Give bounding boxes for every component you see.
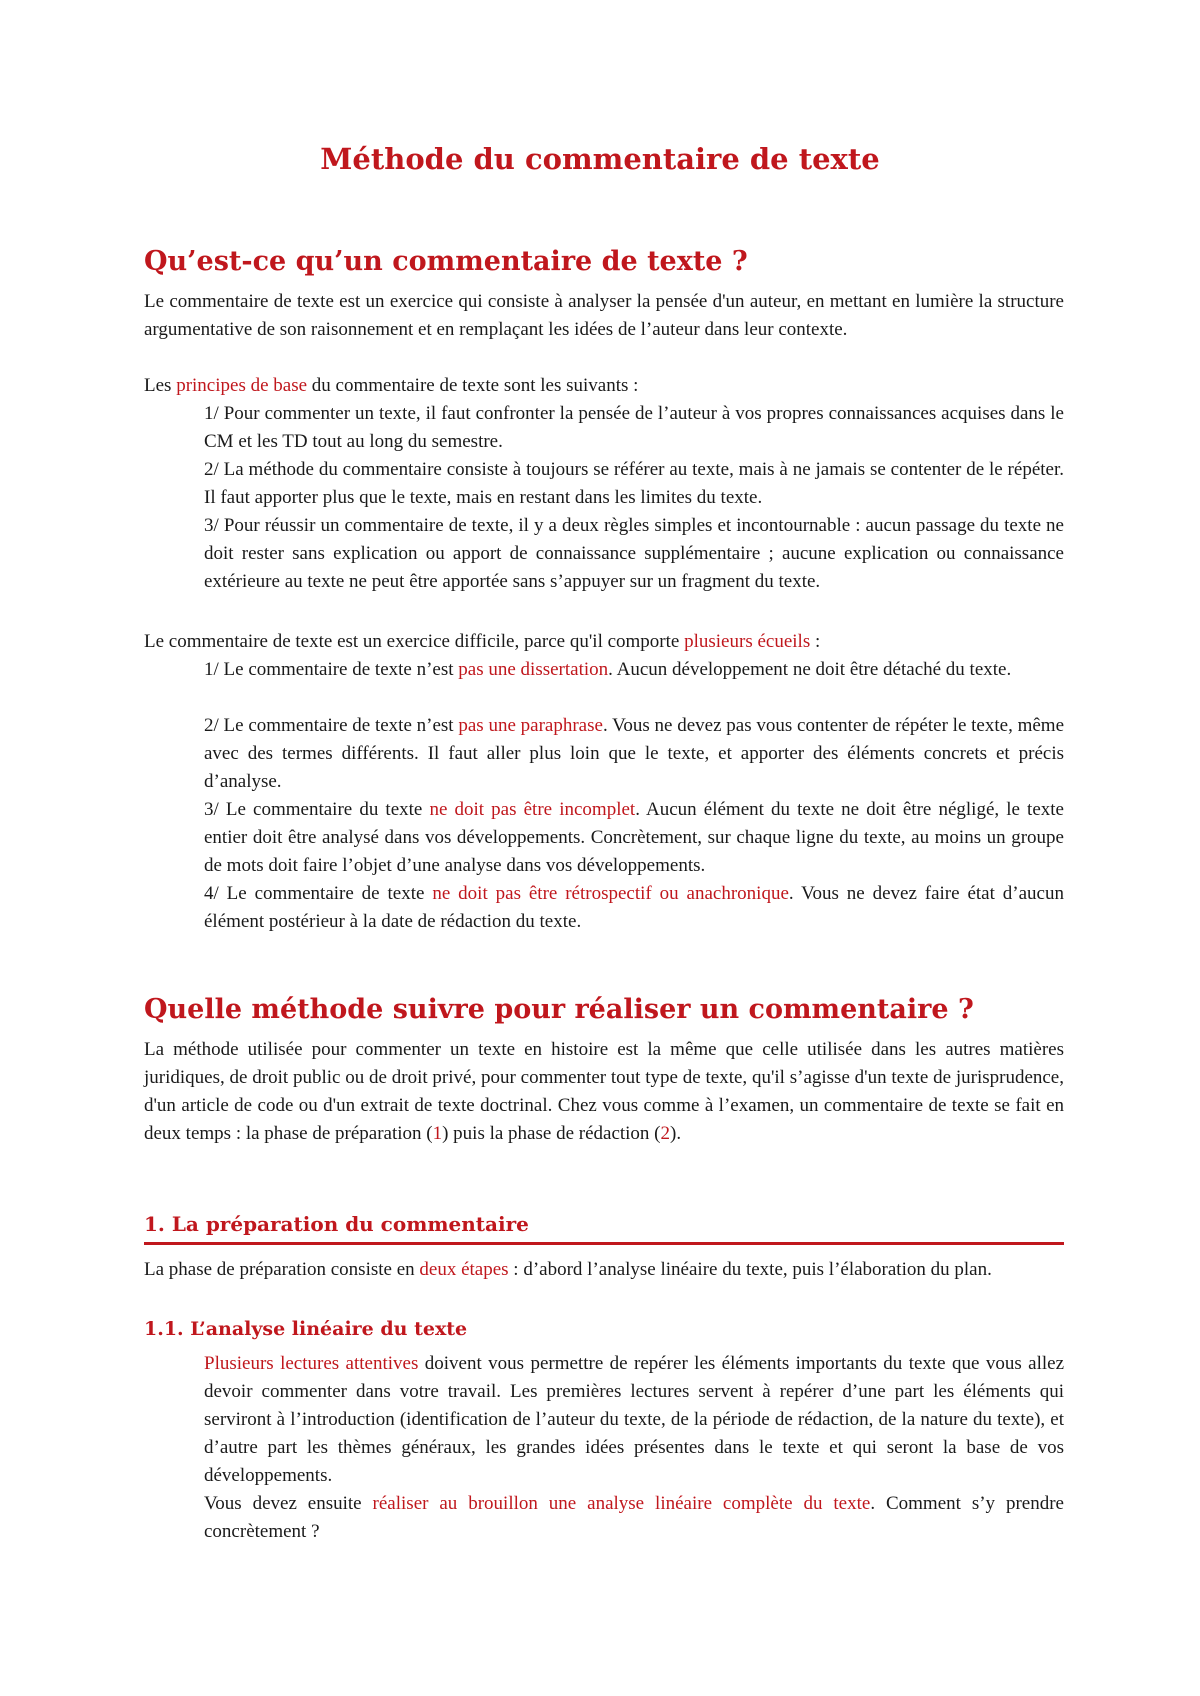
paragraph-principles-lead <box>144 372 1064 400</box>
highlight-plusieurs-ecueils: plusieurs écueils <box>684 631 811 652</box>
text-run: 4/ Le commentaire de texte <box>204 883 433 904</box>
subsection-heading-analyse-lineaire: 1.1. L’analyse linéaire du texte <box>144 1318 468 1340</box>
highlight-plusieurs-lectures: Plusieurs lectures attentives <box>204 1353 419 1374</box>
ref-2: 2 <box>660 1123 671 1144</box>
highlight-pas-une-paraphrase: pas une paraphrase <box>458 715 603 736</box>
paragraph-definition: Le commentaire de texte est un exercice qui consiste à analyser la pensée d'un auteur, en mettant en lumière la structure argumentative de son raisonnement et en remplaçant les idées de l’auteur dans leur contexte. <box>144 291 1064 340</box>
principle-2: 2/ La méthode du commentaire consiste à toujours se référer au texte, mais à ne jamais se contenter de le répéter. Il faut apporter plus que le texte, mais en restant dans les limites du texte. <box>204 459 1064 508</box>
text-run: ) puis la phase de rédaction ( <box>442 1123 661 1144</box>
text-run: Vous devez ensuite <box>204 1493 373 1514</box>
paragraph-brouillon <box>204 1490 1064 1546</box>
text-run: . Vous ne devez faire état d’aucun élément postérieur à la date de rédaction du texte. <box>204 883 1064 932</box>
highlight-pas-une-dissertation: pas une dissertation <box>458 659 609 680</box>
text-run: Les <box>144 375 177 396</box>
section-heading-what-is: Qu’est-ce qu’un commentaire de texte ? <box>144 246 748 277</box>
principle-3: 3/ Pour réussir un commentaire de texte, il y a deux règles simples et incontournable : aucun passage du texte ne doit rester sans explication ou apport de connaissance supplémentaire ; aucune explication ou connaissance extérieure au texte ne peut être apportée sans s’appuyer sur un fragment du texte. <box>204 515 1064 592</box>
text-run: 1/ Le commentaire de texte n’est <box>204 659 459 680</box>
text-run: . Comment s’y prendre concrètement ? <box>204 1493 1064 1542</box>
text-run: : <box>810 631 821 652</box>
paragraph-pitfalls-lead <box>144 628 1064 656</box>
text-run: ). <box>670 1123 682 1144</box>
pitfall-2 <box>204 712 1064 796</box>
text-run: doivent vous permettre de repérer les éléments importants du texte que vous allez devoir commenter dans votre travail. Les premières lectures servent à repérer d’une part les éléments qui serviront à l’introduction (identification de l’auteur du texte, de la période de rédaction, de la nature du texte), et d’autre part les thèmes généraux, les grandes idées présentes dans le texte et qui seront la base de vos développements. <box>204 1353 1065 1486</box>
section-heading-preparation: 1. La préparation du commentaire <box>144 1212 1064 1245</box>
highlight-retrospectif-anachronique: ne doit pas être rétrospectif ou anachronique <box>432 883 789 904</box>
document-title: Méthode du commentaire de texte <box>320 142 880 176</box>
section-heading-method: Quelle méthode suivre pour réaliser un commentaire ? <box>144 994 974 1025</box>
highlight-principes-de-base: principes de base <box>176 375 308 396</box>
text-run: . Vous ne devez pas vous contenter de répéter le texte, même avec des termes différents. Il faut aller plus loin que le texte, et apporter des éléments concrets et précis d’analyse. <box>204 715 1064 792</box>
text-run: . Aucun développement ne doit être détaché du texte. <box>608 659 1012 680</box>
text-run: . Aucun élément du texte ne doit être négligé, le texte entier doit être analysé dans vos développements. Concrètement, sur chaque ligne du texte, au moins un groupe de mots doit faire l’objet d’une analyse dans vos développements. <box>204 799 1064 876</box>
pitfall-3 <box>204 796 1064 880</box>
pitfall-1 <box>204 656 1064 684</box>
highlight-deux-etapes: deux étapes <box>419 1259 509 1280</box>
text-run: Le commentaire de texte est un exercice difficile, parce qu'il comporte <box>144 631 685 652</box>
paragraph-lectures <box>204 1350 1064 1490</box>
highlight-analyse-lineaire-complete: réaliser au brouillon une analyse linéaire complète du texte <box>372 1493 871 1514</box>
text-run: 3/ Le commentaire du texte <box>204 799 430 820</box>
text-run: La phase de préparation consiste en <box>144 1259 420 1280</box>
ref-1: 1 <box>432 1123 443 1144</box>
text-run: : d’abord l’analyse linéaire du texte, puis l’élaboration du plan. <box>508 1259 992 1280</box>
text-run: La méthode utilisée pour commenter un texte en histoire est la même que celle utilisée dans les autres matières juridiques, de droit public ou de droit privé, pour commenter tout type de texte, qu'il s’agisse d'un texte de jurisprudence, d'un article de code ou d'un extrait de texte doctrinal. Chez vous comme à l’examen, un commentaire de texte se fait en deux temps : la phase de préparation ( <box>144 1039 1064 1144</box>
paragraph-method <box>144 1036 1064 1148</box>
pitfall-4 <box>204 880 1064 936</box>
highlight-ne-doit-pas-etre-incomplet: ne doit pas être incomplet <box>429 799 636 820</box>
text-run: du commentaire de texte sont les suivants : <box>307 375 639 396</box>
paragraph-preparation <box>144 1256 1064 1284</box>
principle-1: 1/ Pour commenter un texte, il faut confronter la pensée de l’auteur à vos propres connaissances acquises dans le CM et les TD tout au long du semestre. <box>204 403 1064 452</box>
text-run: 2/ Le commentaire de texte n’est <box>204 715 459 736</box>
